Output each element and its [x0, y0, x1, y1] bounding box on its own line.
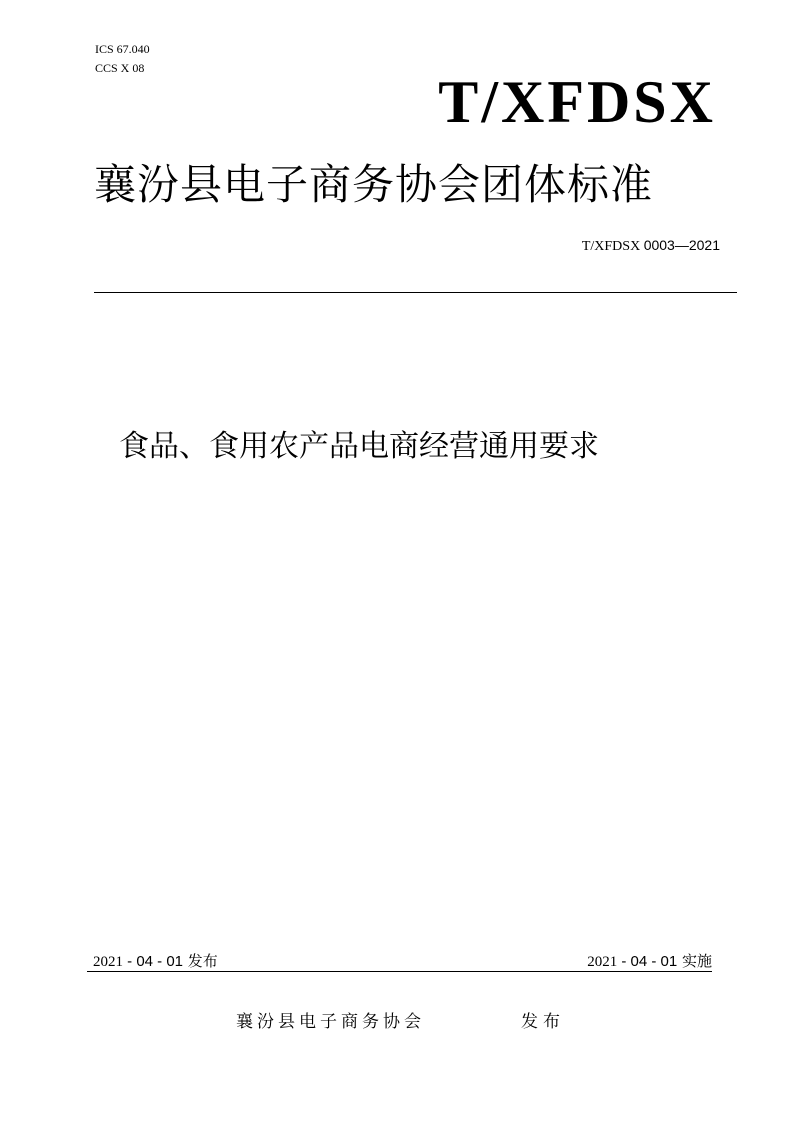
- dates-row: [93, 950, 712, 972]
- standard-number-prefix: T/XFDSX: [581, 239, 641, 254]
- publish-label: 发布: [521, 1012, 565, 1032]
- effective-date-year: 2021: [587, 954, 618, 970]
- standard-number-value: 0003—2021: [643, 237, 720, 253]
- ics-code: ICS 67.040: [95, 42, 150, 56]
- issue-date-year: 2021: [93, 954, 123, 970]
- ccs-code: CCS X 08: [95, 61, 145, 75]
- effective-date-month-day: - 04 - 01: [617, 953, 678, 970]
- standard-number: [582, 235, 720, 257]
- issue-date: [93, 950, 218, 973]
- footer-divider: [87, 971, 712, 972]
- header-divider: [94, 292, 737, 293]
- issue-date-label: 发布: [183, 952, 218, 970]
- effective-date-label: 实施: [677, 952, 712, 970]
- publisher-name: 襄汾县电子商务协会: [236, 1012, 425, 1032]
- effective-date: [587, 950, 712, 973]
- issue-date-month-day: - 04 - 01: [123, 953, 184, 970]
- classification-block: [95, 40, 150, 78]
- standard-code-logo: T/XFDSX: [438, 69, 716, 135]
- organization-standard-title: 襄汾县电子商务协会团体标准: [94, 160, 654, 209]
- document-title: 食品、食用农产品电商经营通用要求: [119, 429, 599, 464]
